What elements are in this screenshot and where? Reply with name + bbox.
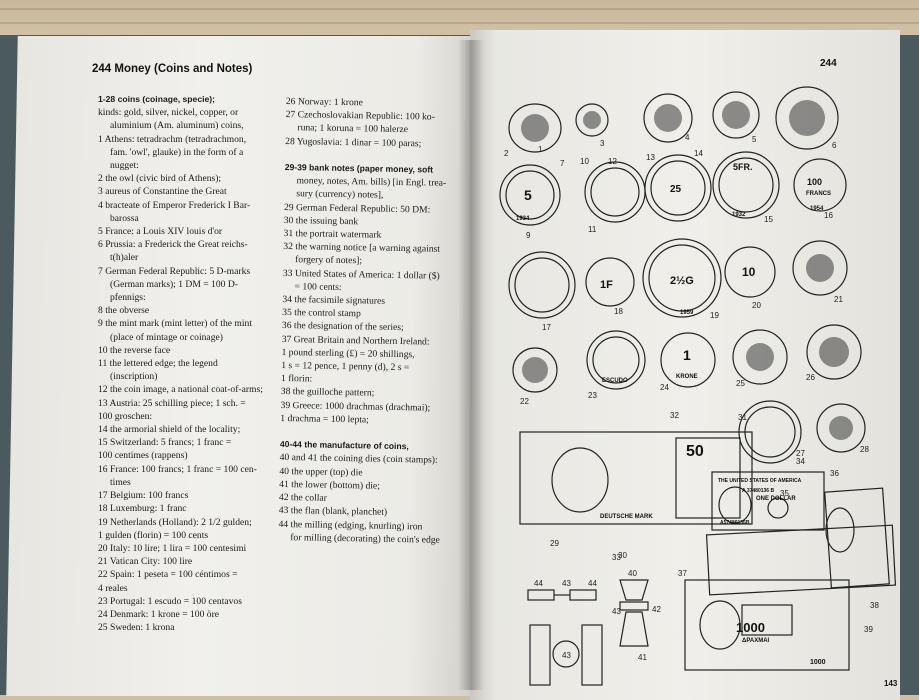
figure-label: 35: [780, 489, 789, 498]
text-line: 1 florin:: [280, 373, 313, 385]
page-corner-number: 143: [884, 679, 898, 688]
lower-die: [620, 612, 648, 646]
coin-inscription: KRONE: [676, 374, 698, 380]
text-line: 44 the milling (edging, knurling) iron: [278, 518, 423, 532]
figure-label: 42: [652, 605, 661, 614]
text-line: (inscription): [110, 371, 158, 383]
banknote-text: 1000: [736, 620, 765, 635]
figure-label: 30: [618, 551, 627, 560]
text-line: money, notes, Am. bills) [in Engl. trea-: [296, 175, 447, 190]
figure-label: 40: [628, 569, 637, 578]
text-line: 43 the flan (blank, planchet): [278, 505, 388, 519]
coin-inscription: 1934: [516, 216, 530, 222]
text-line: 20 Italy: 10 lire; 1 lira = 100 centesimi: [98, 542, 247, 554]
coin-illustration-plate: [480, 60, 919, 688]
text-line: 32 the warning notice [a warning against: [283, 241, 441, 255]
text-line: 28 Yugoslavia: 1 dinar = 100 paras;: [285, 135, 422, 149]
text-line: 26 Norway: 1 krone: [285, 95, 363, 109]
text-line: pfennigs:: [110, 292, 146, 304]
text-line: 8 the obverse: [98, 305, 150, 317]
figure-label: 44: [534, 579, 543, 588]
figure-label: 26: [806, 373, 815, 382]
figure-label: 7: [560, 159, 565, 168]
figure-label: 17: [542, 323, 551, 332]
figure-label: 28: [860, 445, 869, 454]
text-line: 19 Netherlands (Holland): 2 1/2 gulden;: [98, 516, 252, 528]
figure-label: 37: [678, 569, 687, 578]
text-line: 42 the collar: [278, 492, 328, 504]
figure-label: 43: [562, 579, 571, 588]
figure-label: 18: [614, 307, 623, 316]
text-line: times: [110, 476, 131, 488]
text-line: 11 the lettered edge; the legend: [98, 358, 218, 370]
coin-inscription: 5: [524, 187, 532, 203]
page-number: 244: [820, 58, 837, 69]
coin-inscription: 1F: [600, 279, 613, 291]
banknote-text: A 37480136 B: [742, 488, 775, 494]
text-line: 40-44 the manufacture of coins,: [279, 439, 409, 452]
text-line: 1 pound sterling (£) = 20 shillings,: [281, 346, 415, 361]
text-line: 100 centimes (rappens): [98, 450, 188, 462]
coin-inscription: 100: [807, 177, 823, 187]
text-line: 29 German Federal Republic: 50 DM:: [283, 201, 431, 216]
text-line: 30 the issuing bank: [283, 214, 359, 228]
banknote-text: ONE DOLLAR: [756, 496, 796, 502]
milling-iron-top: [528, 590, 554, 600]
figure-label: 21: [834, 295, 843, 304]
text-line: kinds: gold, silver, nickel, copper, or: [98, 107, 239, 119]
text-line: 40 and 41 the coining dies (coin stamps):: [279, 452, 438, 467]
text-column-2: [278, 95, 456, 547]
text-line: 41 the lower (bottom) die;: [279, 478, 381, 492]
text-line: 31 the portrait watermark: [283, 228, 382, 241]
figure-label: 12: [608, 157, 617, 166]
figure-label: 29: [550, 539, 559, 548]
text-line: 4 bracteate of Emperor Frederick I Bar-: [98, 199, 251, 211]
text-line: nugget:: [110, 160, 139, 172]
coin-inscription: 1932: [732, 212, 746, 218]
figure-label: 10: [580, 157, 589, 166]
banknote-text: A57480136B: [720, 520, 750, 526]
figure-label: 41: [638, 653, 647, 662]
text-line: 1-28 coins (coinage, specie);: [98, 94, 216, 104]
figure-label: 1: [538, 145, 543, 154]
coin-5-dm-reverse: [585, 162, 645, 222]
text-line: = 100 cents:: [294, 281, 342, 293]
figure-label: 14: [694, 149, 703, 158]
figure-label: 3: [600, 139, 605, 148]
text-line: forgery of notes];: [295, 254, 363, 267]
text-line: 22 Spain: 1 peseta = 100 céntimos =: [98, 569, 238, 581]
coin-inscription: 5FR.: [733, 162, 753, 172]
coin-inscription: 1954: [810, 206, 824, 212]
figure-label: 27: [796, 449, 805, 458]
page-header: 244 Money (Coins and Notes): [92, 63, 253, 75]
figure-label: 36: [830, 469, 839, 478]
coin-inscription: 25: [670, 184, 682, 195]
text-line: 4 reales: [98, 582, 128, 594]
text-line: 3 aureus of Constantine the Great: [98, 186, 227, 198]
figure-label: 20: [752, 301, 761, 310]
text-line: 37 Great Britain and Northern Ireland:: [281, 333, 430, 348]
text-line: 6 Prussia: a Frederick the Great reichs-: [98, 239, 248, 251]
text-line: 18 Luxemburg: 1 franc: [98, 503, 187, 515]
coin-inscription: 1959: [680, 310, 694, 316]
text-line: 13 Austria: 25 schilling piece; 1 sch. =: [98, 397, 246, 409]
coin-inscription: 2½G: [670, 275, 694, 287]
text-column-1: [98, 93, 288, 634]
figure-label: 6: [832, 141, 837, 150]
banknote-text: 50: [686, 443, 704, 460]
text-line: for milling (decorating) the coin's edge: [290, 531, 440, 546]
text-line: 36 the designation of the series;: [281, 320, 404, 334]
text-line: 35 the control stamp: [282, 307, 361, 320]
figure-label: 16: [824, 211, 833, 220]
text-line: runa; 1 koruna = 100 halerze: [297, 122, 409, 136]
upper-die: [620, 580, 648, 600]
text-line: 1 gulden (florin) = 100 cents: [98, 529, 209, 541]
figure-label: 39: [864, 625, 873, 634]
text-line: 34 the facsimile signatures: [282, 294, 386, 307]
banknote-text: 1000: [810, 659, 826, 666]
text-line: 38 the guilloche pattern;: [280, 386, 375, 400]
text-line: (place of mintage or coinage): [110, 331, 223, 343]
text-line: barossa: [110, 212, 139, 224]
figure-label: 43: [612, 607, 621, 616]
figure-label: 44: [588, 579, 597, 588]
figure-label: 13: [646, 153, 655, 162]
figure-label: 4: [685, 133, 690, 142]
figure-label: 25: [736, 379, 745, 388]
text-line: 7 German Federal Republic: 5 D-marks: [98, 265, 251, 277]
text-line: 27 Czechoslovakian Republic: 100 ko-: [285, 109, 435, 123]
text-line: 39 Greece: 1000 drachmas (drachmai);: [280, 399, 431, 414]
text-line: 5 France: a Louis XIV louis d'or: [98, 226, 223, 238]
coin-inscription: FRANCS: [806, 191, 831, 197]
text-line: 14 the armorial shield of the locality;: [98, 424, 241, 436]
text-line: fam. 'owl', glauke) in the form of a: [110, 146, 244, 158]
text-line: 1 s = 12 pence, 1 penny (d), 2 s =: [281, 360, 410, 374]
figure-label: 19: [710, 311, 719, 320]
text-line: 9 the mint mark (mint letter) of the mint: [98, 318, 252, 330]
text-line: t(h)aler: [110, 252, 139, 264]
note-uk-pound: [825, 488, 890, 588]
figure-label: 11: [588, 225, 597, 234]
figure-label: 43: [562, 651, 571, 660]
text-line: 10 the reverse face: [98, 344, 171, 356]
figure-label: 9: [526, 231, 531, 240]
text-line: (German marks); 1 DM = 100 D-: [110, 278, 238, 290]
text-line: 100 groschen:: [98, 410, 153, 422]
text-line: 23 Portugal: 1 escudo = 100 centavos: [98, 595, 242, 607]
figure-label: 34: [796, 457, 805, 466]
text-line: aluminium (Am. aluminum) coins,: [110, 120, 244, 132]
text-line: 15 Switzerland: 5 francs; 1 franc =: [98, 437, 232, 449]
text-line: 17 Belgium: 100 francs: [98, 490, 189, 502]
milling-iron-left: [530, 625, 550, 685]
text-line: 12 the coin image, a national coat-of-arms;: [98, 384, 263, 396]
text-line: 16 France: 100 francs; 1 franc = 100 cen-: [98, 463, 257, 475]
text-line: 40 the upper (top) die: [279, 465, 363, 479]
figure-label: 38: [870, 601, 879, 610]
text-line: sury (currency) notes],: [296, 188, 384, 202]
coin-belgium-100fr: [509, 252, 575, 318]
banknote-text: ΔPAXMAI: [742, 638, 770, 644]
text-line: 2 the owl (civic bird of Athens);: [98, 173, 222, 185]
text-line: 24 Denmark: 1 krone = 100 öre: [98, 608, 220, 620]
text-line: 33 United States of America: 1 dollar ($): [282, 267, 440, 282]
coin-inscription: 10: [742, 265, 756, 279]
text-line: 25 Sweden: 1 krona: [98, 622, 175, 634]
milling-iron-right: [582, 625, 602, 685]
figure-label: 15: [764, 215, 773, 224]
figure-label: 22: [520, 397, 529, 406]
banknote-text: THE UNITED STATES OF AMERICA: [718, 478, 802, 484]
text-line: 21 Vatican City: 100 lire: [98, 556, 193, 568]
figure-label: 24: [660, 383, 669, 392]
figure-label: 32: [670, 411, 679, 420]
text-line: 1 drachma = 100 lepta;: [280, 412, 369, 426]
figure-label: 31: [738, 413, 747, 422]
text-line: 1 Athens: tetradrachm (tetradrachmon,: [98, 133, 247, 145]
text-line: 29-39 bank notes (paper money, soft: [284, 162, 434, 175]
coin-inscription: 1: [683, 347, 691, 363]
figure-label: 33: [612, 553, 621, 562]
flan: [620, 602, 648, 610]
banknote-text: DEUTSCHE MARK: [600, 514, 653, 520]
coin-inscription: ESCUDO: [602, 378, 628, 384]
figure-label: 2: [504, 149, 509, 158]
figure-label: 23: [588, 391, 597, 400]
figure-label: 5: [752, 135, 757, 144]
